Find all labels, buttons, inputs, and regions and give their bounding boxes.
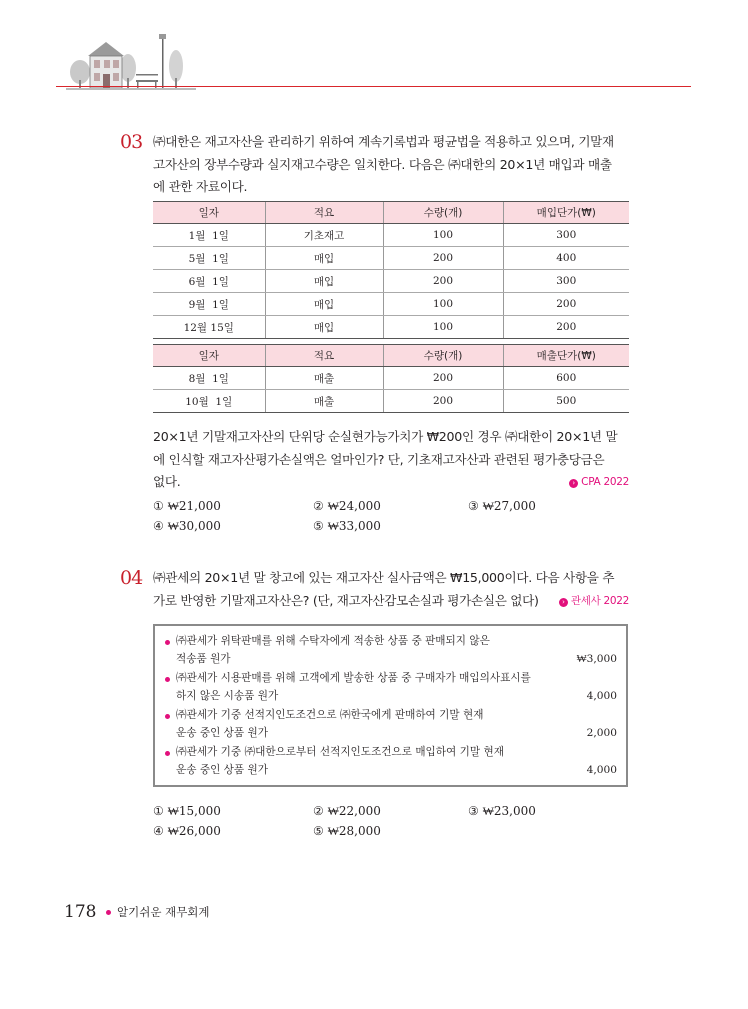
table-cell: 기초재고 <box>265 224 383 247</box>
table-cell: 매입 <box>265 293 383 316</box>
column-header: 적요 <box>265 202 383 224</box>
info-box <box>153 624 628 787</box>
table-cell: 200 <box>383 390 503 413</box>
question-stem <box>153 567 629 612</box>
table-cell: 5월 1일 <box>153 247 265 270</box>
question-number: 03 <box>120 131 143 153</box>
source-tag <box>569 471 629 494</box>
info-amount: 4,000 <box>586 689 617 702</box>
purchase-table <box>153 201 629 339</box>
column-header: 매입단가(₩) <box>503 202 629 224</box>
question-text-line: 20×1년 기말재고자산의 단위당 순실현가능가치가 ₩200인 경우 ㈜대한이 20×1년 말 <box>153 429 618 444</box>
info-line-text: 운송 중인 상품 원가 <box>176 726 268 739</box>
info-item <box>165 744 617 779</box>
table-cell: 400 <box>503 247 629 270</box>
question-text-line: 에 관한 자료이다. <box>153 179 248 194</box>
table-cell: 100 <box>383 224 503 247</box>
choice-5[interactable]: ⑤ ₩33,000 <box>313 519 381 533</box>
table-cell: 200 <box>503 316 629 339</box>
info-item <box>165 670 617 705</box>
column-header: 수량(개) <box>383 345 503 367</box>
choice-3[interactable]: ③ ₩23,000 <box>468 804 536 818</box>
table-cell: 매입 <box>265 316 383 339</box>
table-cell: 300 <box>503 224 629 247</box>
source-label: CPA 2022 <box>581 476 629 488</box>
choice-1[interactable]: ① ₩15,000 <box>153 804 221 818</box>
table-row <box>153 293 629 316</box>
table-row <box>153 224 629 247</box>
page-number: 178 <box>64 902 97 922</box>
table-row <box>153 270 629 293</box>
table-row <box>153 316 629 339</box>
question-text-line: ㈜대한은 재고자산을 관리하기 위하여 계속기록법과 평균법을 적용하고 있으며, 기말재 <box>153 134 614 149</box>
question-text-line: 고자산의 장부수량과 실지재고수량은 일치한다. 다음은 ㈜대한의 20×1년 매입과 매출 <box>153 156 612 172</box>
table-cell: 200 <box>503 293 629 316</box>
table-cell: 매출 <box>265 390 383 413</box>
table-header-row <box>153 202 629 224</box>
table-cell: 200 <box>383 270 503 293</box>
question-text-line <box>153 471 629 494</box>
info-line: ㈜관세가 기중 선적지인도조건으로 ㈜한국에게 판매하여 기말 현재 <box>176 709 484 721</box>
table-cell: 200 <box>383 367 503 390</box>
bullet-icon <box>165 640 170 645</box>
info-item <box>165 633 617 668</box>
table-cell: 매출 <box>265 367 383 390</box>
table-cell: 매입 <box>265 247 383 270</box>
book-title: 알기쉬운 재무회계 <box>117 905 210 919</box>
info-line <box>165 688 617 706</box>
source-label: 관세사 2022 <box>570 594 629 607</box>
source-arrow-icon: › <box>569 479 578 488</box>
source-arrow-icon: › <box>559 598 568 607</box>
table-cell: 600 <box>503 367 629 390</box>
bullet-icon <box>165 677 170 682</box>
header-rule <box>56 86 691 87</box>
table-cell: 200 <box>383 247 503 270</box>
info-line: ㈜관세가 시용판매를 위해 고객에게 발송한 상품 중 구매자가 매입의사표시를 <box>176 672 531 684</box>
table-cell: 500 <box>503 390 629 413</box>
choice-3[interactable]: ③ ₩27,000 <box>468 499 536 513</box>
table-cell: 300 <box>503 270 629 293</box>
info-line: ㈜관세가 위탁판매를 위해 수탁자에게 적송한 상품 중 판매되지 않은 <box>176 635 490 647</box>
info-line-text: 하지 않은 시송품 원가 <box>176 689 279 702</box>
question-text-line <box>153 590 629 613</box>
choice-2[interactable]: ② ₩24,000 <box>313 499 381 513</box>
table-row <box>153 247 629 270</box>
info-amount: 4,000 <box>586 763 617 776</box>
column-header: 적요 <box>265 345 383 367</box>
choice-4[interactable]: ④ ₩30,000 <box>153 519 221 533</box>
info-line-text: 운송 중인 상품 원가 <box>176 763 268 776</box>
choice-2[interactable]: ② ₩22,000 <box>313 804 381 818</box>
column-header: 일자 <box>153 202 265 224</box>
choice-4[interactable]: ④ ₩26,000 <box>153 824 221 838</box>
info-amount: ₩3,000 <box>576 652 617 665</box>
question-text-line: ㈜관세의 20×1년 말 창고에 있는 재고자산 실사금액은 ₩15,000이다. 다음 사항을 추 <box>153 570 615 585</box>
info-line <box>165 725 617 743</box>
table-cell: 1월 1일 <box>153 224 265 247</box>
table-cell: 매입 <box>265 270 383 293</box>
footer-bullet-icon <box>106 910 111 915</box>
question-prompt <box>153 426 629 494</box>
source-tag <box>559 590 629 613</box>
table-cell: 100 <box>383 293 503 316</box>
table-cell: 100 <box>383 316 503 339</box>
info-item <box>165 707 617 742</box>
table-cell: 9월 1일 <box>153 293 265 316</box>
bullet-icon <box>165 751 170 756</box>
column-header: 일자 <box>153 345 265 367</box>
choice-5[interactable]: ⑤ ₩28,000 <box>313 824 381 838</box>
choice-1[interactable]: ① ₩21,000 <box>153 499 221 513</box>
question-text-line: 에 인식할 재고자산평가손실액은 얼마인가? 단, 기초재고자산과 관련된 평가충당금은 <box>153 451 605 467</box>
info-line-text: 적송품 원가 <box>176 652 231 665</box>
table-cell: 8월 1일 <box>153 367 265 390</box>
info-line <box>165 762 617 780</box>
table-row <box>153 390 629 413</box>
table-cell: 12월 15일 <box>153 316 265 339</box>
table-header-row <box>153 345 629 367</box>
table-row <box>153 367 629 390</box>
info-line: ㈜관세가 기중 ㈜대한으로부터 선적지인도조건으로 매입하여 기말 현재 <box>176 746 504 758</box>
question-text-end: 없다. <box>153 474 181 489</box>
info-amount: 2,000 <box>586 726 617 739</box>
question-text-end: 가로 반영한 기말재고자산은? (단, 재고자산감모손실과 평가손실은 없다) <box>153 592 539 608</box>
sales-table <box>153 344 629 413</box>
info-line <box>165 651 617 669</box>
column-header: 매출단가(₩) <box>503 345 629 367</box>
question-number: 04 <box>120 567 143 589</box>
header-house-illustration <box>66 22 196 92</box>
question-stem <box>153 131 629 199</box>
bullet-icon <box>165 714 170 719</box>
table-cell: 10월 1일 <box>153 390 265 413</box>
table-cell: 6월 1일 <box>153 270 265 293</box>
column-header: 수량(개) <box>383 202 503 224</box>
